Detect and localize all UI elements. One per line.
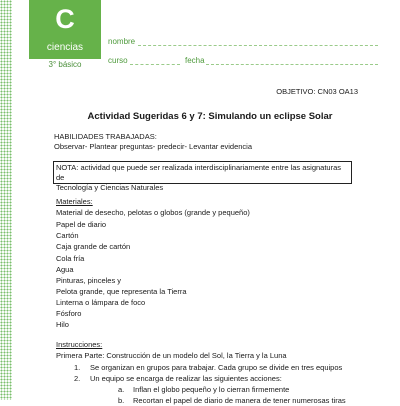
step-number: 2. — [74, 374, 81, 383]
list-item: Pelota grande, que representa la Tierra — [56, 287, 187, 296]
note-line-1: NOTA: actividad que puede ser realizada interdisciplinariamente entre las asignaturas de — [56, 163, 342, 182]
name-field[interactable] — [138, 45, 378, 46]
skills-text: Observar- Plantear preguntas- predecir- Levantar evidencia — [54, 142, 253, 151]
list-item: Pinturas, pinceles y — [56, 276, 122, 285]
logo-subject: ciencias — [46, 42, 84, 53]
list-item: Papel de diario — [56, 220, 107, 229]
list-item: Agua — [56, 265, 74, 274]
list-item: Cartón — [56, 231, 79, 240]
date-label: fecha — [185, 56, 205, 65]
name-label: nombre — [108, 37, 136, 46]
substep-letter: a. — [118, 385, 125, 394]
list-item: Cola fría — [56, 254, 85, 263]
step-text: Un equipo se encarga de realizar las siguientes acciones: — [90, 374, 282, 383]
instructions-part-1: Primera Parte: Construcción de un modelo del Sol, la Tierra y la Luna — [56, 351, 287, 360]
list-item: Fósforo — [56, 309, 82, 318]
note-box — [53, 161, 352, 192]
list-item: Material de desecho, pelotas o globos (grande y pequeño) — [56, 208, 250, 217]
step-number: 1. — [74, 363, 81, 372]
course-field[interactable] — [130, 64, 180, 65]
course-label: curso — [108, 56, 128, 65]
note-line-2: Tecnología y Ciencias Naturales — [56, 183, 164, 192]
instructions-heading: Instrucciones: — [56, 340, 103, 349]
materials-heading: Materiales: — [56, 197, 93, 206]
objective-code: OBJETIVO: CN03 OA13 — [276, 87, 358, 96]
subject-logo — [29, 0, 101, 59]
substep-text: Inflan el globo pequeño y lo cierran firmemente — [133, 385, 290, 394]
date-field[interactable] — [206, 64, 378, 65]
list-item: Caja grande de cartón — [56, 242, 131, 251]
step-text: Se organizan en grupos para trabajar. Cada grupo se divide en tres equipos — [90, 363, 343, 372]
dotted-margin-strip — [0, 0, 12, 400]
substep-letter: b. — [118, 396, 125, 405]
activity-title: Actividad Sugeridas 6 y 7: Simulando un eclipse Solar — [87, 111, 333, 122]
list-item: Hilo — [56, 320, 69, 329]
skills-heading: HABILIDADES TRABAJADAS: — [54, 132, 157, 141]
substep-text: Recortan el papel de diario de manera de tener numerosas tiras — [133, 396, 346, 405]
logo-grade: 3° básico — [48, 60, 82, 69]
list-item: Linterna o lámpara de foco — [56, 298, 146, 307]
logo-letter: C — [55, 4, 75, 34]
